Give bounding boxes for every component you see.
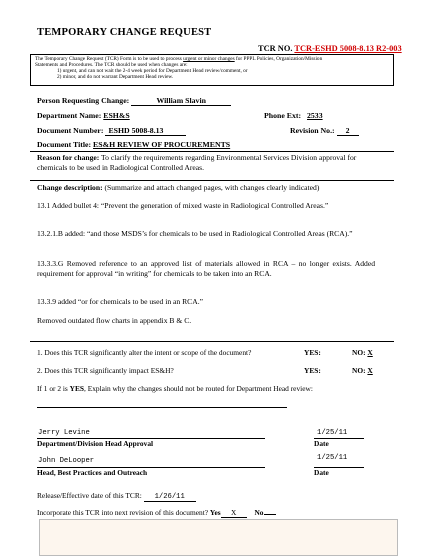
office-use-box — [39, 519, 398, 556]
document-title-value[interactable]: ES&H REVIEW OF PROCUREMENTS — [93, 140, 231, 149]
revision-field: Revision No.: 2 — [290, 126, 359, 136]
incorporate-no-mark[interactable] — [264, 514, 276, 515]
release-date-field: Release/Effective date of this TCR: 1/26/11 — [37, 491, 196, 502]
release-date-value[interactable]: 1/26/11 — [144, 493, 196, 502]
signature-2-name[interactable]: John DeLooper — [38, 457, 95, 465]
requester-value[interactable]: William Slavin — [131, 96, 231, 106]
document-number-field: Document Number: ESHD 5008-8.13 — [37, 126, 186, 136]
date-label: Date — [314, 439, 329, 448]
phone-field: Phone Ext: 2533 — [264, 111, 323, 120]
signature-2-label: Head, Best Practices and Outreach — [37, 468, 148, 477]
revision-value[interactable]: 2 — [337, 126, 359, 136]
signature-2-date[interactable]: 1/25/11 — [317, 454, 348, 462]
reason-text: To clarify the requirements regarding Environmental Services Division approval for chemicals to be used in Radiological Controlled Areas. — [37, 153, 357, 172]
form-title: TEMPORARY CHANGE REQUEST — [37, 27, 212, 38]
question-1-no[interactable]: NO: X — [352, 348, 373, 357]
reason-section — [37, 153, 385, 173]
incorporate-field: Incorporate this TCR into next revision of this document? Yes X No — [37, 508, 276, 518]
document-number-value[interactable]: ESHD 5008-8.13 — [105, 126, 186, 136]
reason-label: Reason for change: — [37, 153, 100, 162]
change-item: 13.3.3.G Removed reference to an approved list of materials allowed in RCA – no longer exists. Added requirement for approval “in writing” for chemicals to be taken into an RCA. — [37, 259, 375, 278]
question-1: 1. Does this TCR significantly alter the intent or scope of the document? — [37, 348, 252, 357]
divider — [30, 341, 394, 342]
change-item: 13.2.1.B added: “and those MSDS’s for chemicals to be used in Radiological Controlled Areas (RCA).” — [37, 229, 353, 238]
question-2-no[interactable]: NO: X — [352, 366, 373, 375]
divider — [30, 151, 394, 152]
question-2-answer: X — [367, 366, 373, 375]
signature-1-label: Department/Division Head Approval — [37, 439, 154, 448]
question-2: 2. Does this TCR significantly impact ES&H? — [37, 366, 174, 375]
change-item: 13.1 Added bullet 4: “Prevent the generation of mixed waste in Radiological Controlled Areas.” — [37, 201, 329, 210]
incorporate-no[interactable]: No — [254, 508, 264, 517]
divider — [30, 180, 394, 181]
phone-value[interactable]: 2533 — [307, 111, 323, 120]
incorporate-yes[interactable]: Yes — [209, 508, 221, 517]
requester-field — [37, 96, 231, 106]
tcr-number-value: TCR-ESHD 5008-8.13 R2-003 — [294, 44, 402, 53]
change-item: Removed outdated flow charts in appendix B & C. — [37, 316, 192, 325]
question-1-answer: X — [367, 348, 373, 357]
tcr-number-label: TCR NO. — [258, 44, 293, 53]
signature-1-name[interactable]: Jerry Levine — [38, 429, 90, 437]
date-label: Date — [314, 468, 329, 477]
incorporate-yes-mark[interactable]: X — [221, 508, 247, 518]
document-title-field: Document Title: ES&H REVIEW OF PROCUREMENTS — [37, 140, 231, 149]
change-hint: (Summarize and attach changed pages, with changes clearly indicated) — [102, 183, 320, 192]
department-field: Department Name: ESH&S — [37, 111, 130, 120]
signature-1-date[interactable]: 1/25/11 — [317, 429, 348, 437]
change-label: Change description: — [37, 183, 103, 192]
department-value[interactable]: ESH&S — [103, 111, 130, 120]
question-1-yes[interactable]: YES: — [304, 348, 321, 357]
requester-label: Person Requesting Change: — [37, 96, 130, 105]
change-description-header — [37, 183, 389, 193]
change-item: 13.3.9 added “or for chemicals to be used in an RCA.” — [37, 297, 203, 306]
tcr-number — [258, 44, 402, 53]
explain-answer-line[interactable] — [37, 407, 287, 408]
question-2-yes[interactable]: YES: — [304, 366, 321, 375]
instructions-box: The Temporary Change Request (TCR) Form is to be used to process urgent or minor changes for PPPL Policies, Organization/Mission Statements and Procedures. The TCR should be used when changes are: 1) urgent, and can not wait the 2-4 week period for Department Head review/comment, or 2) minor, and do not warrant Department Head review. — [30, 54, 394, 86]
explain-prompt: If 1 or 2 is YES, Explain why the changes should not be routed for Department Head review: — [37, 384, 313, 393]
